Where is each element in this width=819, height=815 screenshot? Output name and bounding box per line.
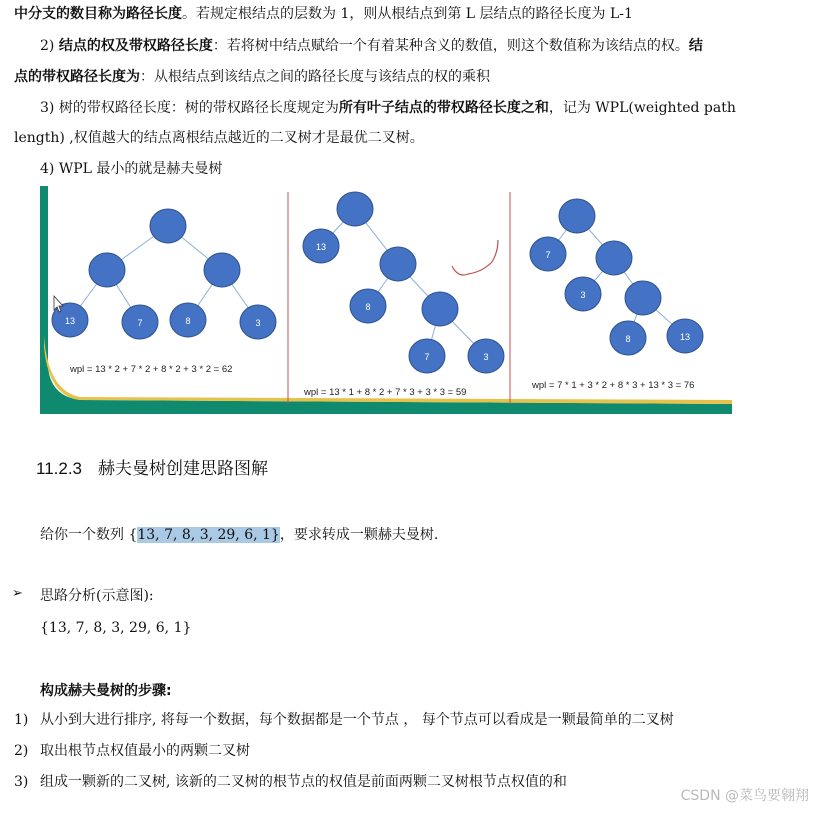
item-number: 4) bbox=[40, 161, 55, 177]
section-title: 赫夫曼树创建思路图解 bbox=[98, 459, 269, 478]
wpl-caption: wpl = 7 * 1 + 3 * 2 + 8 * 3 + 13 * 3 = 76 bbox=[532, 380, 695, 391]
item-number: 2) bbox=[40, 38, 55, 54]
wpl-comparison-figure bbox=[40, 186, 732, 414]
node-label: 7 bbox=[545, 250, 551, 260]
section-heading bbox=[36, 454, 268, 479]
bullet-arrow-icon: ➢ bbox=[12, 586, 23, 601]
para-wpl-line2 bbox=[14, 128, 424, 148]
step-text: 从小到大进行排序, 将每一个数据，每个数据都是一个节点 ， 每个节点可以看成是一颗最简单的二叉树 bbox=[40, 712, 674, 728]
tree-node bbox=[204, 253, 240, 287]
tree-node bbox=[337, 192, 373, 226]
tree-node bbox=[150, 209, 186, 243]
bold-text: 中分支的数目称为路径长度 bbox=[14, 6, 182, 22]
para-min-wpl bbox=[40, 159, 222, 179]
bold-text: 所有叶子结点的带权路径长度之和 bbox=[338, 100, 549, 116]
analysis-sequence bbox=[40, 618, 191, 638]
node-label: 8 bbox=[625, 334, 631, 344]
given-sequence bbox=[40, 525, 438, 545]
plain-text: ，要求转成一颗赫夫曼树. bbox=[279, 527, 439, 543]
plain-text: ，记为 WPL(weighted path bbox=[548, 100, 736, 116]
step-item bbox=[14, 772, 567, 792]
node-label: 13 bbox=[679, 332, 691, 342]
analysis-label bbox=[40, 586, 154, 606]
plain-text: ：若将树中结点赋给一个有着某种含义的数值，则这个数值称为该结点的权。 bbox=[212, 38, 689, 54]
tree-node bbox=[625, 281, 661, 315]
plain-text: length) ,权值越大的结点离根结点越近的二叉树才是最优二叉树。 bbox=[14, 130, 424, 146]
plain-text: 。若规定根结点的层数为 1，则从根结点到第 L 层结点的路径长度为 L-1 bbox=[182, 6, 633, 22]
para-path-length bbox=[14, 4, 633, 24]
tree-node bbox=[596, 241, 632, 275]
node-label: 7 bbox=[424, 352, 430, 362]
step-item bbox=[14, 710, 674, 730]
step-number: 2) bbox=[14, 743, 29, 759]
step-number: 1) bbox=[14, 712, 29, 728]
para-weight-line1 bbox=[40, 36, 703, 56]
steps-title: 构成赫夫曼树的步骤: bbox=[40, 683, 172, 699]
node-label: 3 bbox=[580, 290, 586, 300]
bold-text: 点的带权路径长度为 bbox=[14, 69, 140, 85]
tree-node bbox=[380, 247, 416, 281]
step-item bbox=[14, 741, 250, 761]
para-weight-line2 bbox=[14, 67, 490, 87]
node-label: 8 bbox=[365, 302, 371, 312]
node-label: 13 bbox=[315, 242, 327, 252]
step-text: 组成一颗新的二叉树, 该新的二叉树的根节点的权值是前面两颗二叉树根节点权值的和 bbox=[40, 774, 567, 790]
wpl-caption: wpl = 13 * 1 + 8 * 2 + 7 * 3 + 3 * 3 = 59 bbox=[304, 387, 467, 398]
watermark: CSDN @菜鸟要翱翔 bbox=[680, 788, 809, 804]
node-label: 3 bbox=[255, 318, 261, 328]
plain-text: 树的带权路径长度：树的带权路径长度规定为 bbox=[58, 100, 339, 116]
highlighted-text: 13, 7, 8, 3, 29, 6, 1} bbox=[137, 527, 280, 543]
tree-node bbox=[422, 292, 458, 326]
node-label: 8 bbox=[185, 316, 191, 326]
plain-text: 思路分析(示意图): bbox=[40, 588, 154, 604]
plain-text: ：从根结点到该结点之间的路径长度与该结点的权的乘积 bbox=[140, 69, 490, 85]
wpl-caption: wpl = 13 * 2 + 7 * 2 + 8 * 2 + 3 * 2 = 62 bbox=[70, 364, 233, 375]
tree-node bbox=[89, 253, 125, 287]
bold-text: 结 bbox=[688, 38, 703, 54]
para-wpl-line1 bbox=[40, 98, 736, 118]
item-number: 3) bbox=[40, 100, 55, 116]
section-number: 11.2.3 bbox=[36, 459, 83, 478]
node-label: 13 bbox=[64, 316, 76, 326]
tree-node bbox=[559, 199, 595, 233]
node-label: 3 bbox=[483, 352, 489, 362]
plain-text: {13, 7, 8, 3, 29, 6, 1} bbox=[40, 620, 192, 636]
node-label: 7 bbox=[137, 318, 143, 328]
step-text: 取出根节点权值最小的两颗二叉树 bbox=[40, 743, 250, 759]
plain-text: 给你一个数列 { bbox=[40, 527, 138, 543]
plain-text: WPL 最小的就是赫夫曼树 bbox=[58, 161, 223, 177]
step-number: 3) bbox=[14, 774, 29, 790]
bold-text: 结点的权及带权路径长度 bbox=[58, 38, 213, 54]
